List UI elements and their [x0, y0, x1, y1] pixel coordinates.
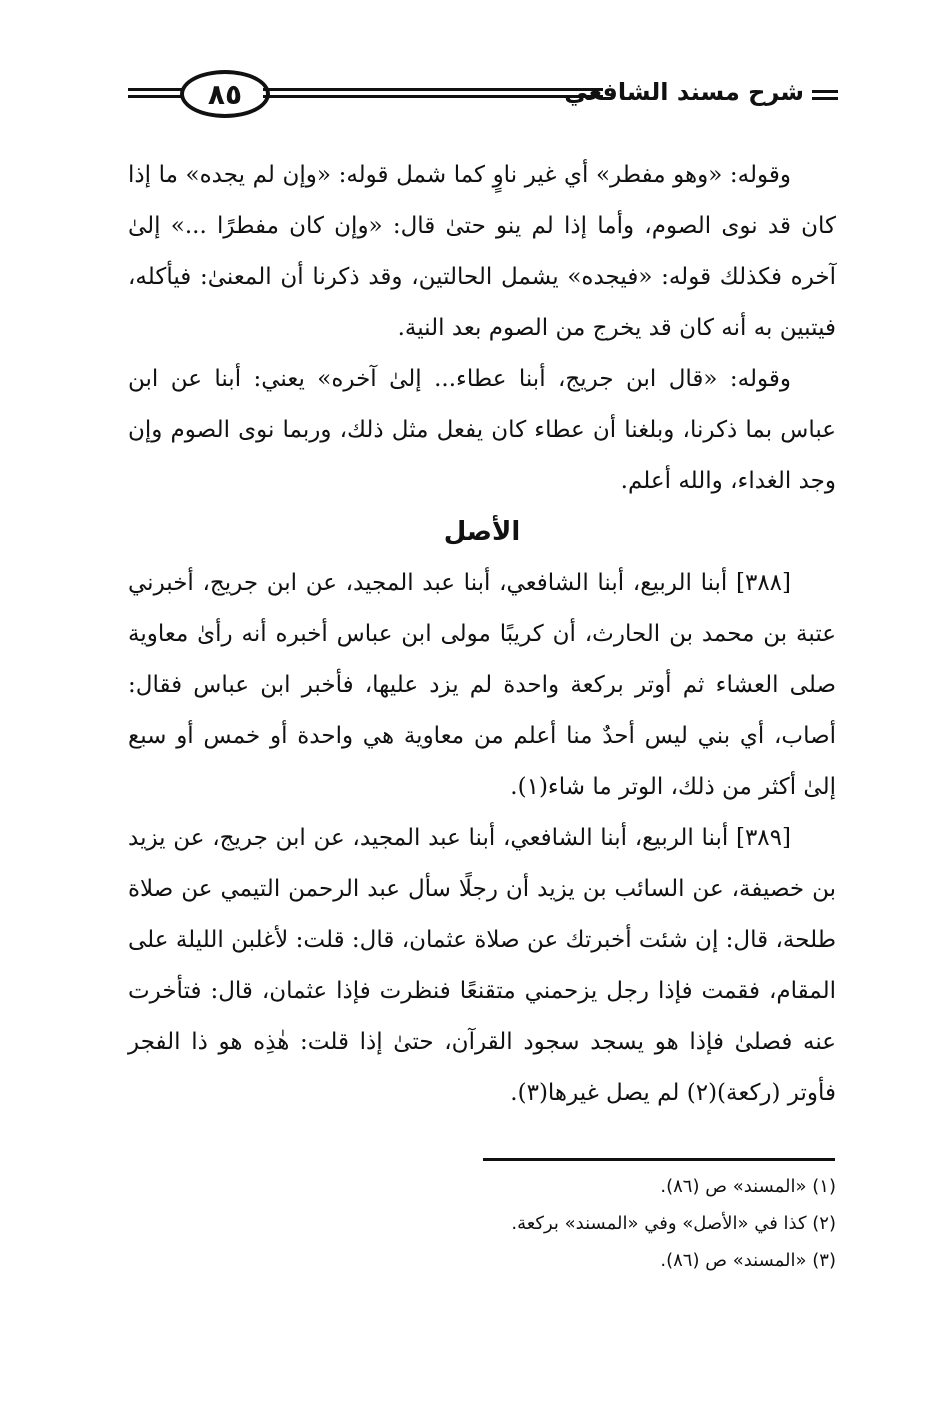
header-rule — [263, 88, 603, 102]
header-left-rule — [128, 88, 188, 102]
book-title: شرح مسند الشافعي — [564, 78, 804, 106]
hadith-389: [٣٨٩] أبنا الربيع، أبنا الشافعي، أبنا عبد المجيد، عن ابن جريج، عن يزيد بن خصيفة، عن السائب بن يزيد أن رجلًا سأل عبد الرحمن التيمي عن صلاة طلحة، قال: إن شئت أخبرتك عن صلاة عثمان، قال: قلت: لأغلبن الليلة على المقام، فقمت فإذا رجل يزحمني متقنعًا فنظرت فإذا عثمان، قال: فتأخرت عنه فصلىٰ فإذا هو يسجد سجود القرآن، حتىٰ إذا قلت: هٰذِه هو ذا الفجر فأوتر (ركعة)(٢) لم يصل غيرها(٣). — [128, 825, 836, 1106]
commentary-paragraph: وقوله: «وهو مفطر» أي غير ناوٍ كما شمل قوله: «وإن لم يجده» ما إذا كان قد نوى الصوم، وأما إذا لم ينو حتىٰ قال: «وإن كان مفطرًا ...» إلىٰ آخره فكذلك قوله: «فيجده» يشمل الحالتين، وقد ذكرنا أن المعنىٰ: فيأكله، فيتبين به أنه كان قد يخرج من الصوم بعد النية. — [128, 162, 836, 341]
page-header — [128, 70, 838, 126]
footnotes — [128, 1168, 836, 1279]
footnote-separator — [483, 1158, 835, 1161]
section-heading: الأصل — [443, 517, 521, 547]
footnote-1: (١) «المسند» ص (٨٦). — [660, 1176, 836, 1197]
footnote-3: (٣) «المسند» ص (٨٦). — [660, 1250, 836, 1271]
footnote-2: (٢) كذا في «الأصل» وفي «المسند» بركعة. — [511, 1213, 836, 1234]
commentary-paragraph: وقوله: «قال ابن جريج، أبنا عطاء... إلىٰ آخره» يعني: أبنا عن ابن عباس بما ذكرنا، وبلغنا أن عطاء كان يفعل مثل ذلك، وربما نوى الصوم وإن وجد الغداء، والله أعلم. — [128, 366, 836, 494]
main-text — [128, 150, 836, 1119]
page-number: ٨٥ — [180, 70, 270, 118]
header-right-rule — [812, 90, 838, 104]
hadith-388: [٣٨٨] أبنا الربيع، أبنا الشافعي، أبنا عبد المجيد، عن ابن جريج، أخبرني عتبة بن محمد بن الحارث، أن كريبًا مولى ابن عباس أخبره أنه رأىٰ معاوية صلى العشاء ثم أوتر بركعة واحدة لم يزد عليها، فأخبر ابن عباس فقال: أصاب، أي بني ليس أحدٌ منا أعلم من معاوية هي واحدة أو خمس أو سبع إلىٰ أكثر من ذلك، الوتر ما شاء(١). — [128, 570, 836, 800]
